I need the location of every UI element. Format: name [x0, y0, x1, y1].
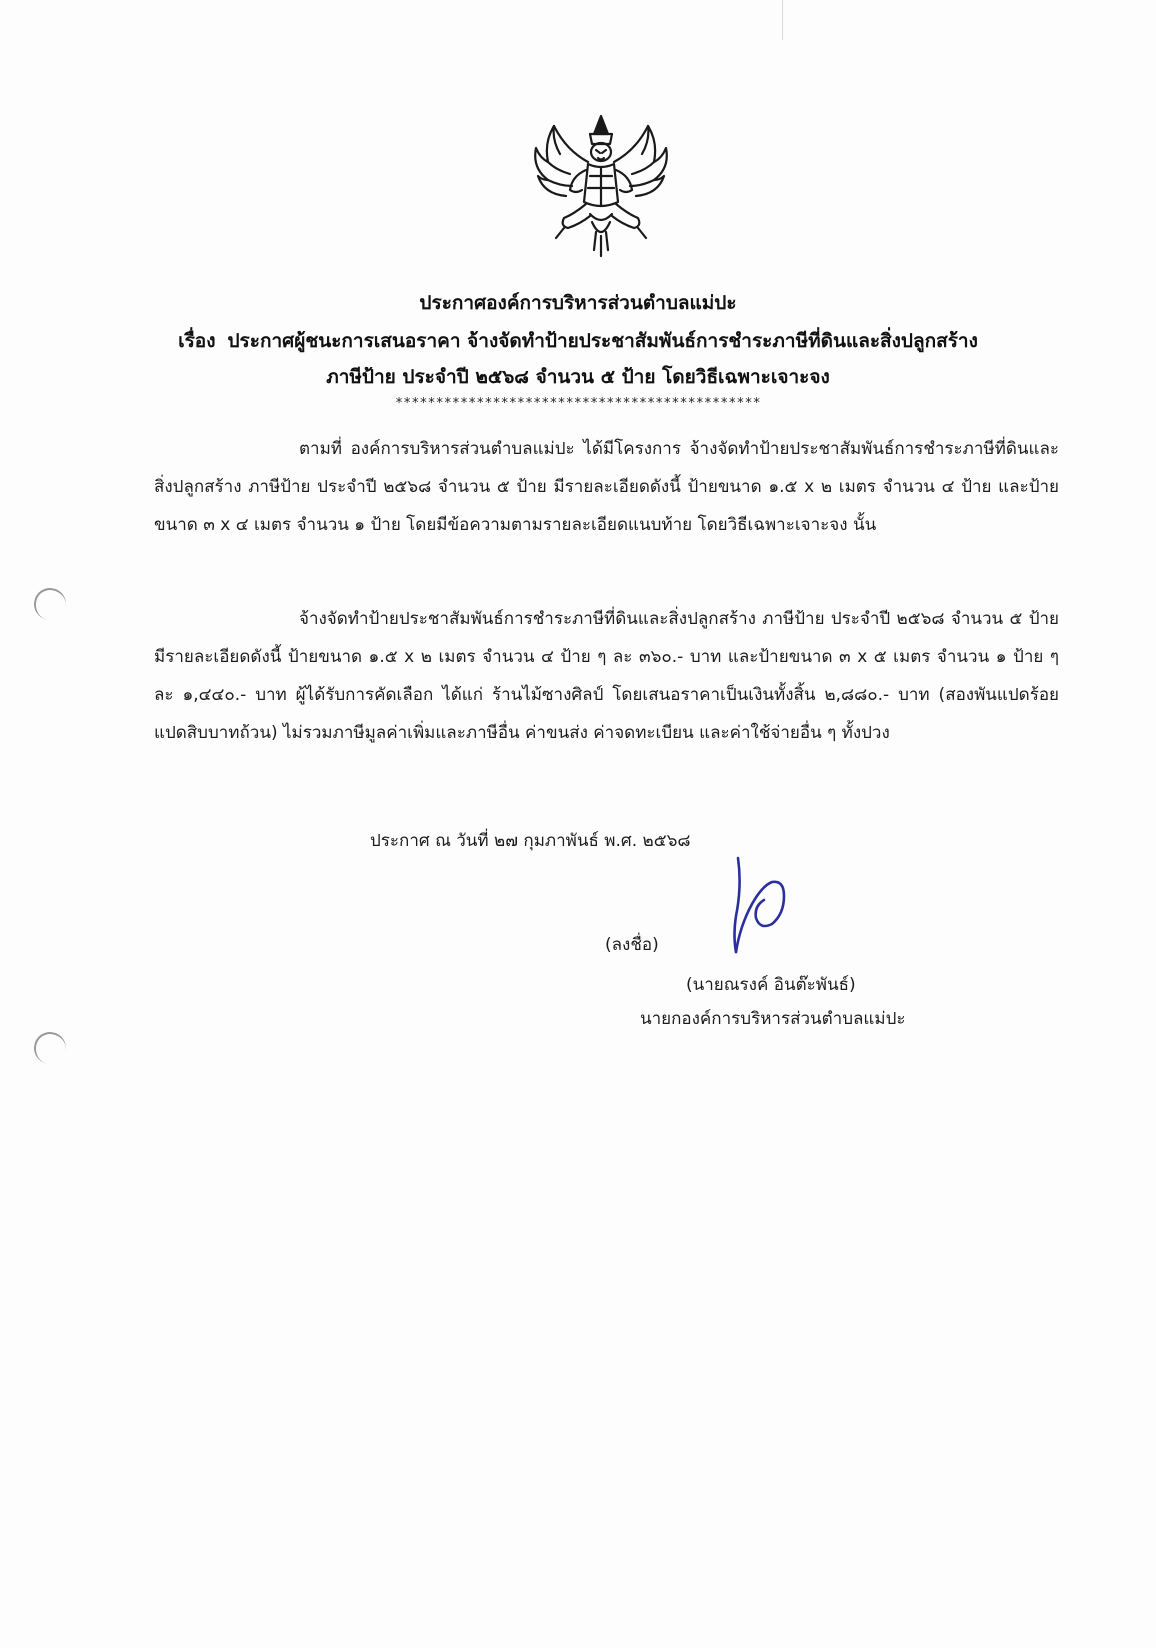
body-paragraph-2: จ้างจัดทำป้ายประชาสัมพันธ์การชำระภาษีที่ดินและสิ่งปลูกสร้าง ภาษีป้าย ประจำปี ๒๕๖๘ จำนวน ๕ ป้าย มีรายละเอียดดังนี้ ป้ายขนาด ๑.๕ x ๒ เมตร จำนวน ๔ ป้าย ๆ ละ ๓๖๐.- บาท และป้ายขนาด ๓ x ๕ เมตร จำนวน ๑ ป้าย ๆ ละ ๑,๔๔๐.- บาท ผู้ได้รับการคัดเลือก ได้แก่ ร้านไม้ซางศิลป์ โดยเสนอราคาเป็นเงินทั้งสิ้น ๒,๘๘๐.- บาท (สองพันแปดร้อยแปดสิบบาทถ้วน) ไม่รวมภาษีมูลค่าเพิ่มและภาษีอื่น ค่าขนส่ง ค่าจดทะเบียน และค่าใช้จ่ายอื่น ๆ ทั้งปวง [154, 609, 1059, 743]
signer-name: (นายณรงค์ อินต๊ะพันธ์) [686, 975, 856, 995]
punch-hole-mark [31, 1029, 68, 1066]
subject-text-line2: ภาษีป้าย ประจำปี ๒๕๖๘ จำนวน ๕ ป้าย โดยวิธีเฉพาะเจาะจง [326, 366, 830, 388]
handwritten-signature-icon [728, 856, 798, 956]
subject-label: เรื่อง [178, 330, 216, 352]
announcement-date: ประกาศ ณ วันที่ ๒๗ กุมภาพันธ์ พ.ศ. ๒๕๖๘ [370, 831, 691, 851]
separator-stars: ********************************************* [395, 396, 761, 411]
signer-title: นายกองค์การบริหารส่วนตำบลแม่ปะ [640, 1009, 906, 1029]
document-heading-organization: ประกาศองค์การบริหารส่วนตำบลแม่ปะ [419, 292, 737, 314]
document-subject-line [0, 328, 1156, 354]
garuda-emblem-icon [526, 110, 676, 260]
subject-text-line1: ประกาศผู้ชนะการเสนอราคา จ้างจัดทำป้ายประชาสัมพันธ์การชำระภาษีที่ดินและสิ่งปลูกสร้าง [227, 330, 978, 352]
body-paragraph-1: ตามที่ องค์การบริหารส่วนตำบลแม่ปะ ได้มีโครงการ จ้างจัดทำป้ายประชาสัมพันธ์การชำระภาษีที่ดินและสิ่งปลูกสร้าง ภาษีป้าย ประจำปี ๒๕๖๘ จำนวน ๕ ป้าย มีรายละเอียดดังนี้ ป้ายขนาด ๑.๕ x ๒ เมตร จำนวน ๔ ป้าย และป้ายขนาด ๓ x ๔ เมตร จำนวน ๑ ป้าย โดยมีข้อความตามรายละเอียดแนบท้าย โดยวิธีเฉพาะเจาะจง นั้น [154, 439, 1059, 535]
punch-hole-mark [31, 585, 68, 622]
sign-label: (ลงชื่อ) [605, 935, 659, 955]
scan-edge-line [782, 0, 783, 40]
